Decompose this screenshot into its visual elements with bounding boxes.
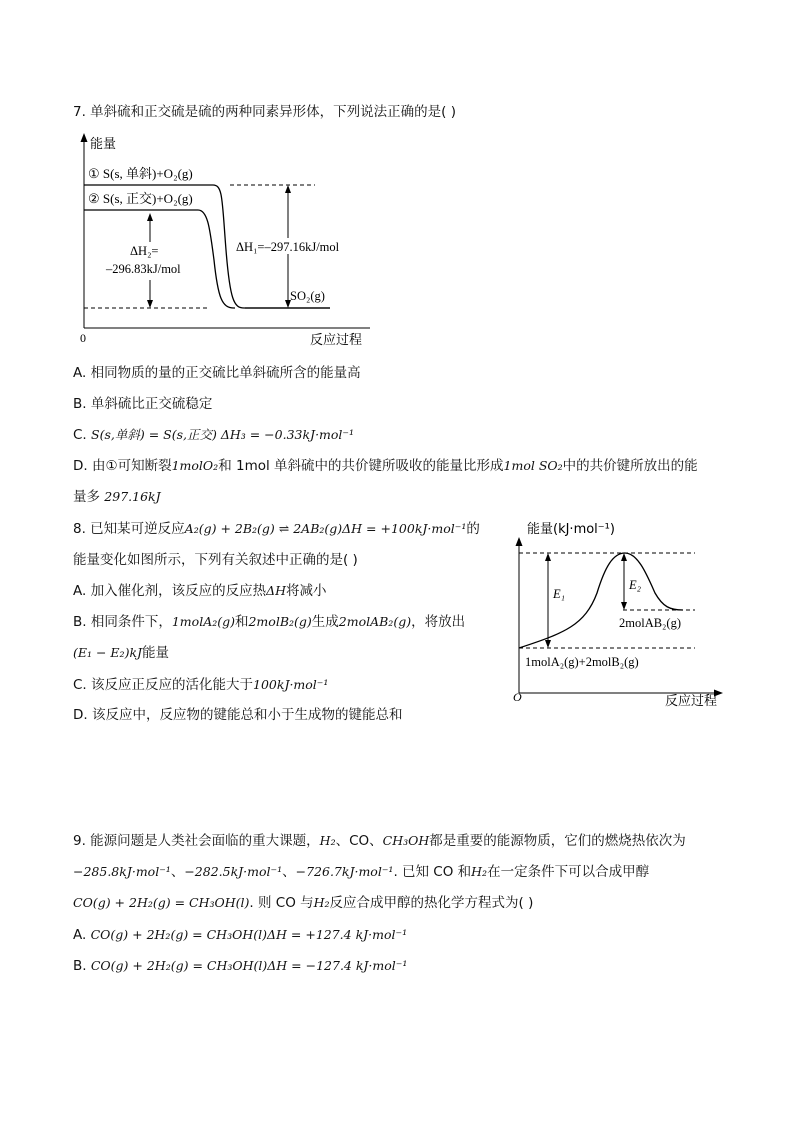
q9-stem-text: 、 [170, 864, 185, 880]
q8-option-b-text: 能量 [142, 645, 170, 661]
q8-option-b [73, 613, 465, 631]
q9-option-b-formula: CO(g) + 2H₂(g) = CH₃OH(l)ΔH = −127.4 kJ·mol⁻¹ [90, 958, 408, 973]
q8-option-b-formula: (E₁ − E₂)kJ [73, 645, 143, 660]
q8-stem-text: 的 [466, 521, 480, 537]
q9-option-b [73, 957, 407, 975]
q7-option-c-prefix: C. [73, 427, 87, 443]
q7-option-d-formula: 1mol SO₂ [503, 458, 563, 473]
q7-option-d-text: 和 1mol 单斜硫中的共价键所吸收的能量比形成 [218, 458, 504, 474]
q8-option-b-cont [73, 644, 169, 662]
q8-option-b-formula: 2molB₂(g) [248, 614, 312, 629]
q8-option-b-text: ，将放出 [411, 614, 466, 630]
q8-reactant-label: 1molA₂(g)+2molB₂(g) [525, 655, 639, 669]
q7-option-d-formula: 1molO₂ [171, 458, 219, 473]
q9-stem-text: 、 [282, 864, 296, 880]
q7-option-d-text: D. 由①可知断裂 [73, 458, 172, 474]
q9-stem-formula: −282.5kJ·mol⁻¹ [184, 864, 283, 879]
q8-option-c-text: C. 该反应正反应的活化能大于 [73, 677, 254, 693]
q8-e1-arrowhead-down [545, 640, 551, 648]
q8-e1-arrowhead-up [545, 553, 551, 561]
q8-x-axis-label: 反应过程 [665, 694, 718, 709]
q8-stem-text: 8. 已知某可逆反应 [73, 521, 185, 537]
q7-dh1-label: ΔH₁=–297.16kJ/mol [236, 240, 340, 254]
q8-option-d: D. 该反应中，反应物的键能总和小于生成物的键能总和 [73, 707, 403, 723]
q7-option-a: A. 相同物质的量的正交硫比单斜硫所含的能量高 [73, 365, 361, 381]
q7-option-d-cont [73, 488, 161, 506]
q8-option-b-text: 和 [234, 614, 249, 630]
q9-stem-line2 [73, 863, 649, 881]
q8-option-a [73, 582, 327, 600]
q7-dh2-label-2: –296.83kJ/mol [106, 262, 181, 276]
q8-option-a-text: A. 加入催化剂，该反应的反应热 [73, 583, 267, 599]
q9-option-a [73, 926, 407, 944]
q9-stem-text: 都是重要的能源物质，它们的燃烧热依次为 [429, 833, 686, 849]
q8-e2-label: E₂ [629, 578, 641, 592]
q9-stem-formula: CO(g) + 2H₂(g) = CH₃OH(l) [73, 895, 250, 910]
q9-stem-text: 反应合成甲醇的热化学方程式为( ) [329, 895, 534, 911]
q9-stem-formula: CH₃OH [382, 833, 430, 848]
q9-stem-formula: H₂ [313, 895, 330, 910]
q8-option-b-text: B. 相同条件下， [73, 614, 172, 630]
q7-dh1-arrowhead-up [285, 185, 291, 193]
q8-origin-label: O [513, 690, 522, 704]
q7-y-axis-label: 能量 [90, 137, 117, 152]
q9-option-a-formula: CO(g) + 2H₂(g) = CH₃OH(l)ΔH = +127.4 kJ·mol⁻¹ [90, 927, 408, 942]
q7-state1-label: ① S(s, 单斜)+O₂(g) [88, 166, 193, 181]
q8-option-a-text: 将减小 [286, 583, 327, 599]
q8-option-c [73, 676, 328, 694]
q8-y-axis-arrow [516, 537, 523, 546]
q7-stem: 7. 单斜硫和正交硫是硫的两种同素异形体，下列说法正确的是( ) [73, 104, 456, 120]
q9-stem-text: . 已知 CO 和 [393, 864, 472, 880]
q8-option-b-formula: 2molAB₂(g) [338, 614, 412, 629]
q7-option-d-text: 量多 [73, 489, 100, 505]
q8-energy-diagram [505, 515, 730, 715]
q7-option-c [73, 426, 354, 444]
q7-y-axis-arrow [81, 133, 88, 142]
q9-stem-formula: H₂ [471, 864, 488, 879]
q8-y-axis-label: 能量(kJ·mol⁻¹) [527, 522, 615, 537]
q8-reaction-curve [519, 553, 683, 648]
q9-stem-text: 在一定条件下可以合成甲醇 [487, 864, 650, 880]
q8-stem-formula: A₂(g) + 2B₂(g) ⇌ 2AB₂(g)ΔH = +100kJ·mol⁻¹ [184, 521, 467, 536]
q7-option-b: B. 单斜硫比正交硫稳定 [73, 396, 213, 412]
q9-stem-formula: −285.8kJ·mol⁻¹ [73, 864, 171, 879]
q7-option-d-formula: 297.16kJ [104, 489, 161, 504]
q8-product-label: 2molAB₂(g) [619, 616, 681, 630]
q7-energy-diagram [70, 130, 390, 350]
q7-option-d [73, 457, 698, 475]
q8-option-b-text: 生成 [311, 614, 339, 630]
q9-stem-text: . 则 CO 与 [249, 895, 314, 911]
q7-x-axis-label: 反应过程 [310, 333, 363, 348]
q9-option-a-prefix: A. [73, 927, 87, 943]
q8-e2-arrowhead-down [621, 602, 627, 610]
q8-e2-arrowhead-up [621, 553, 627, 561]
q8-e1-label: E₁ [553, 587, 565, 601]
q8-option-b-formula: 1molA₂(g) [171, 614, 235, 629]
q9-stem-formula: −726.7kJ·mol⁻¹ [295, 864, 394, 879]
q8-option-c-formula: 100kJ·mol⁻¹ [253, 677, 329, 692]
q7-product-label: SO₂(g) [290, 289, 325, 303]
q8-stem [73, 520, 480, 538]
q9-stem-text: 9. 能源问题是人类社会面临的重大课题， [73, 833, 320, 849]
q8-option-a-formula: ΔH [266, 583, 287, 598]
q9-stem-line3 [73, 894, 533, 912]
q7-state2-label: ② S(s, 正交)+O₂(g) [88, 191, 193, 206]
q9-stem [73, 832, 686, 850]
q9-stem-formula: H₂ [319, 833, 336, 848]
q9-option-b-prefix: B. [73, 958, 87, 974]
q7-option-c-formula: S(s,单斜) = S(s,正交) ΔH₃ = −0.33kJ·mol⁻¹ [91, 427, 355, 442]
q9-stem-text: 、CO、 [335, 833, 383, 849]
q7-dh2-label-1: ΔH₂= [130, 244, 159, 258]
q7-option-d-text: 中的共价键所放出的能 [562, 458, 698, 474]
q7-origin-label: 0 [80, 331, 86, 345]
q7-dh2-arrowhead-down [147, 300, 153, 308]
q7-dh2-arrowhead-up [147, 213, 153, 221]
q8-stem-cont: 能量变化如图所示，下列有关叙述中正确的是( ) [73, 552, 358, 568]
